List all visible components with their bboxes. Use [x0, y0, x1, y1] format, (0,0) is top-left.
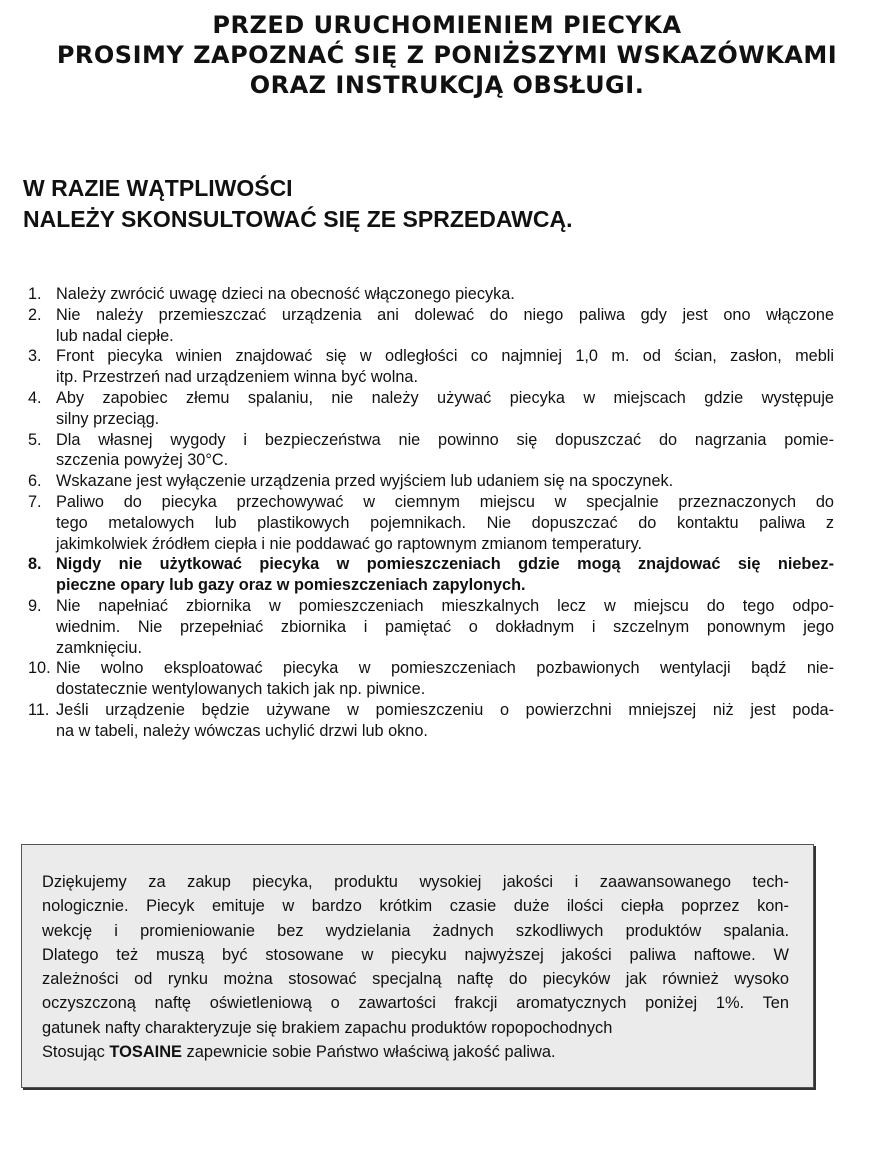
rule-text-line: Wskazane jest wyłączenie urządzenia przed wyjściem lub udaniem się na spoczynek.	[56, 472, 674, 491]
thank-you-infobox	[21, 844, 814, 1088]
rule-text-line: Front piecyka winien znajdować się w odległości co najmniej 1,0 m. od ścian, zasłon, mebli	[56, 347, 834, 366]
safety-rule-item	[28, 430, 834, 472]
title-line: ORAZ INSTRUKCJĄ OBSŁUGI.	[249, 71, 645, 99]
infobox-text-line: zależności od rynku można stosować specjalną naftę do piecyków jak również wysoko	[42, 970, 789, 989]
rule-text-line: tego metalowych lub plastikowych pojemnikach. Nie dopuszczać do kontaktu paliwa z	[56, 513, 834, 532]
rule-text-line: Nie wolno eksploatować piecyka w pomieszczeniach pozbawionych wentylacji bądź nie-	[56, 659, 834, 678]
infobox-text-line: Dlatego też muszą być stosowane w piecyku najwyższej jakości paliwa naftowe. W	[42, 945, 789, 964]
rule-text-line: wiednim. Nie przepełniać zbiornika i pamiętać o dokładnym i szczelnym ponownym jego	[56, 617, 834, 636]
rule-number: 9.	[28, 596, 42, 615]
rule-number: 5.	[28, 430, 42, 449]
rule-number: 10.	[28, 659, 51, 678]
rule-text-line: Nigdy nie użytkować piecyka w pomieszczeniach gdzie mogą znajdować się niebez-	[56, 555, 834, 574]
rule-text-line: szczenia powyżej 30°C.	[56, 451, 229, 470]
infobox-text-line: oczyszczoną naftę oświetleniową o zawartości frakcji aromatycznych poniżej 1%. Ten	[42, 994, 789, 1013]
rule-text-line: silny przeciąg.	[56, 409, 160, 428]
infobox-text-line: Dziękujemy za zakup piecyka, produktu wysokiej jakości i zaawansowanego tech-	[42, 873, 789, 891]
rule-number: 1.	[28, 285, 42, 303]
rule-text-line: dostatecznie wentylowanych takich jak np. piwnice.	[56, 680, 426, 699]
rule-text-line: Należy zwrócić uwagę dzieci na obecność włączonego piecyka.	[56, 285, 515, 303]
infobox-text-line: wekcję i promieniowanie bez wydzielania żadnych szkodliwych produktów spalania.	[42, 921, 789, 940]
infobox-text-line: nologicznie. Piecyk emituje w bardzo krótkim czasie duże ilości ciepła poprzez kon-	[42, 897, 789, 916]
title-line: PROSIMY ZAPOZNAĆ SIĘ Z PONIŻSZYMI WSKAZÓWKAMI	[56, 41, 838, 69]
rule-number: 2.	[28, 305, 42, 324]
safety-rule-item	[28, 700, 834, 742]
infobox-last-line	[42, 1040, 789, 1064]
rule-text-line: na w tabeli, należy wówczas uchylić drzwi lub okno.	[56, 721, 428, 740]
page-title	[0, 10, 894, 100]
title-line: PRZED URUCHOMIENIEM PIECYKA	[212, 11, 682, 39]
rule-number: 8.	[28, 555, 42, 574]
rule-text-line: pieczne opary lub gazy oraz w pomieszczeniach zapylonych.	[56, 576, 526, 595]
rule-text-line: Nie należy przemieszczać urządzenia ani dolewać do niego paliwa gdy jest ono włączone	[56, 305, 834, 324]
safety-rule-item	[28, 388, 834, 430]
safety-rule-item	[28, 471, 834, 492]
rule-text-line: zamknięciu.	[56, 638, 142, 657]
infobox-last-suffix: zapewnicie sobie Państwo właściwą jakość paliwa.	[181, 1043, 556, 1062]
safety-rule-item	[28, 305, 834, 347]
safety-rule-item	[28, 596, 834, 658]
rule-text-line: Nie napełniać zbiornika w pomieszczeniach mieszkalnych lecz w miejscu do tego odpo-	[56, 596, 834, 615]
rule-text-line: Jeśli urządzenie będzie używane w pomieszczeniu o powierzchni mniejszej niż jest poda-	[56, 700, 834, 719]
rule-number: 11.	[28, 700, 50, 719]
safety-rule-item	[28, 284, 834, 305]
subheading-line: W RAZIE WĄTPLIWOŚCI	[23, 175, 293, 201]
rule-number: 6.	[28, 472, 42, 491]
infobox-last-prefix: Stosując	[42, 1043, 110, 1062]
rule-number: 4.	[28, 388, 42, 407]
consult-seller-heading	[23, 173, 572, 235]
safety-rule-item	[28, 658, 834, 700]
rule-text-line: Dla własnej wygody i bezpieczeństwa nie powinno się dopuszczać do nagrzania pomie-	[56, 430, 834, 449]
rule-number: 7.	[28, 492, 42, 511]
infobox-text-line: gatunek nafty charakteryzuje się brakiem zapachu produktów ropopochodnych	[42, 1018, 613, 1037]
brand-name: TOSAINE	[109, 1043, 182, 1062]
safety-rule-item	[28, 554, 834, 596]
safety-rule-item	[28, 492, 834, 554]
rule-text-line: jakimkolwiek źródłem ciepła i nie poddawać go raptownym zmianom temperatury.	[56, 534, 643, 553]
rule-text-line: itp. Przestrzeń nad urządzeniem winna być wolna.	[56, 368, 418, 387]
safety-rule-item	[28, 346, 834, 388]
rule-text-line: Paliwo do piecyka przechowywać w ciemnym miejscu w specjalnie przeznaczonych do	[56, 492, 834, 511]
rule-text-line: lub nadal ciepłe.	[56, 326, 174, 345]
safety-rules-list	[28, 284, 834, 742]
infobox-text	[42, 870, 789, 1040]
subheading-line: NALEŻY SKONSULTOWAĆ SIĘ ZE SPRZEDAWCĄ.	[23, 206, 573, 232]
rule-text-line: Aby zapobiec złemu spalaniu, nie należy używać piecyka w miejscach gdzie występuje	[56, 388, 834, 407]
rule-number: 3.	[28, 347, 42, 366]
